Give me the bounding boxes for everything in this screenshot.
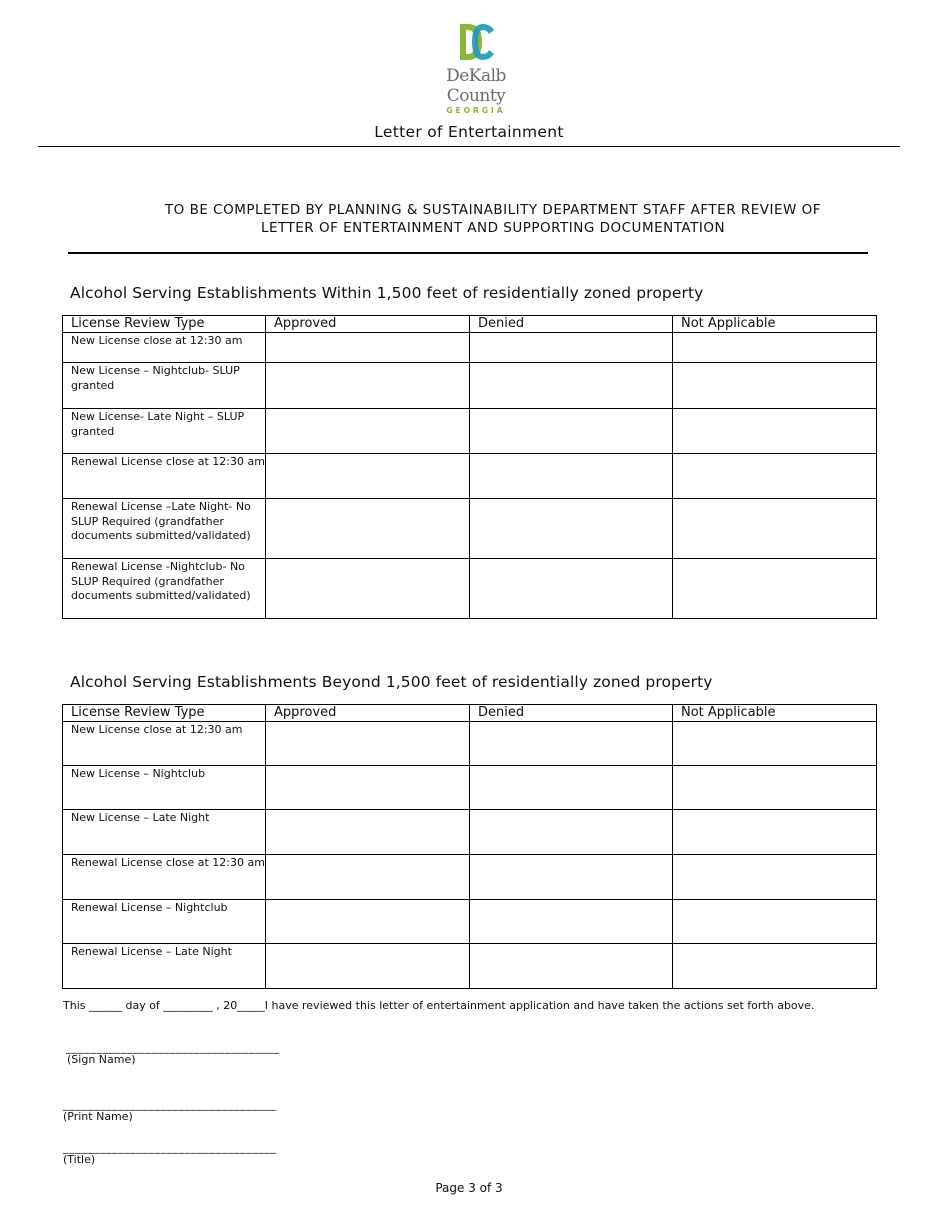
approved-cell[interactable]	[266, 454, 470, 499]
not-applicable-cell[interactable]	[673, 766, 877, 810]
sign-name-line[interactable]: ___________________________________	[66, 1041, 280, 1054]
logo-county-name: DeKalb County	[446, 66, 506, 106]
staff-instruction-line-2: LETTER OF ENTERTAINMENT AND SUPPORTING DOCUMENTATION	[260, 220, 726, 236]
denied-cell[interactable]	[470, 499, 673, 559]
table-header-row	[63, 705, 877, 722]
approved-cell[interactable]	[266, 559, 470, 619]
not-applicable-cell[interactable]	[673, 722, 877, 766]
column-header: Denied	[470, 705, 673, 722]
approved-cell[interactable]	[266, 363, 470, 409]
approved-cell[interactable]	[266, 944, 470, 989]
not-applicable-cell[interactable]	[673, 559, 877, 619]
table-row	[63, 766, 877, 810]
license-type-cell: New License close at 12:30 am	[63, 333, 266, 363]
license-type-cell: New License – Nightclub- SLUP granted	[63, 363, 266, 409]
column-header: Approved	[266, 316, 470, 333]
denied-cell[interactable]	[470, 855, 673, 900]
table-row	[63, 900, 877, 944]
approved-cell[interactable]	[266, 409, 470, 454]
not-applicable-cell[interactable]	[673, 333, 877, 363]
title-label: (Title)	[63, 1153, 96, 1166]
not-applicable-cell[interactable]	[673, 409, 877, 454]
column-header: License Review Type	[63, 705, 266, 722]
not-applicable-cell[interactable]	[673, 855, 877, 900]
license-type-cell: New License – Late Night	[63, 810, 266, 855]
table-row	[63, 722, 877, 766]
table-row	[63, 499, 877, 559]
table-row	[63, 454, 877, 499]
denied-cell[interactable]	[470, 810, 673, 855]
print-name-line[interactable]: ___________________________________	[63, 1098, 277, 1111]
dekalb-county-logo	[420, 22, 532, 116]
column-header: Denied	[470, 316, 673, 333]
table-row	[63, 559, 877, 619]
staff-instruction-line-1: TO BE COMPLETED BY PLANNING & SUSTAINABILITY DEPARTMENT STAFF AFTER REVIEW OF	[164, 202, 822, 218]
page-number: Page 3 of 3	[435, 1181, 503, 1195]
not-applicable-cell[interactable]	[673, 810, 877, 855]
table-row	[63, 333, 877, 363]
denied-cell[interactable]	[470, 333, 673, 363]
not-applicable-cell[interactable]	[673, 499, 877, 559]
staff-instruction	[98, 201, 888, 237]
column-header: Not Applicable	[673, 316, 877, 333]
section-within-heading: Alcohol Serving Establishments Within 1,500 feet of residentially zoned property	[70, 284, 704, 302]
approved-cell[interactable]	[266, 333, 470, 363]
license-type-cell: New License – Nightclub	[63, 766, 266, 810]
license-type-cell: Renewal License –Late Night- No SLUP Required (grandfather documents submitted/validated)	[63, 499, 266, 559]
table-row	[63, 409, 877, 454]
title-line[interactable]: ___________________________________	[63, 1141, 277, 1154]
approved-cell[interactable]	[266, 900, 470, 944]
within-review-table	[62, 315, 877, 619]
license-type-cell: New License- Late Night – SLUP granted	[63, 409, 266, 454]
approved-cell[interactable]	[266, 810, 470, 855]
table-row	[63, 855, 877, 900]
denied-cell[interactable]	[470, 900, 673, 944]
license-type-cell: Renewal License close at 12:30 am	[63, 454, 266, 499]
denied-cell[interactable]	[470, 766, 673, 810]
license-type-cell: Renewal License – Nightclub	[63, 900, 266, 944]
approved-cell[interactable]	[266, 766, 470, 810]
instruction-divider	[68, 252, 868, 254]
logo-state-name: GEORGIA	[446, 106, 506, 115]
table-header-row	[63, 316, 877, 333]
approved-cell[interactable]	[266, 722, 470, 766]
attestation-statement: This ______ day of _________ , 20_____I have reviewed this letter of entertainment application and have taken the actions set forth above.	[63, 999, 815, 1012]
not-applicable-cell[interactable]	[673, 944, 877, 989]
column-header: Not Applicable	[673, 705, 877, 722]
denied-cell[interactable]	[470, 944, 673, 989]
denied-cell[interactable]	[470, 409, 673, 454]
denied-cell[interactable]	[470, 559, 673, 619]
license-type-cell: New License close at 12:30 am	[63, 722, 266, 766]
table-row	[63, 810, 877, 855]
table-row	[63, 363, 877, 409]
not-applicable-cell[interactable]	[673, 454, 877, 499]
not-applicable-cell[interactable]	[673, 900, 877, 944]
document-title: Letter of Entertainment	[374, 123, 564, 141]
denied-cell[interactable]	[470, 363, 673, 409]
approved-cell[interactable]	[266, 499, 470, 559]
denied-cell[interactable]	[470, 722, 673, 766]
print-name-label: (Print Name)	[63, 1110, 133, 1123]
beyond-review-table	[62, 704, 877, 989]
title-divider	[38, 146, 900, 147]
section-beyond-heading: Alcohol Serving Establishments Beyond 1,500 feet of residentially zoned property	[70, 673, 713, 691]
column-header: License Review Type	[63, 316, 266, 333]
column-header: Approved	[266, 705, 470, 722]
not-applicable-cell[interactable]	[673, 363, 877, 409]
table-row	[63, 944, 877, 989]
license-type-cell: Renewal License – Late Night	[63, 944, 266, 989]
sign-name-label: (Sign Name)	[67, 1053, 136, 1066]
dc-logo-icon	[456, 22, 496, 62]
denied-cell[interactable]	[470, 454, 673, 499]
license-type-cell: Renewal License close at 12:30 am	[63, 855, 266, 900]
license-type-cell: Renewal License -Nightclub- No SLUP Required (grandfather documents submitted/validated)	[63, 559, 266, 619]
approved-cell[interactable]	[266, 855, 470, 900]
